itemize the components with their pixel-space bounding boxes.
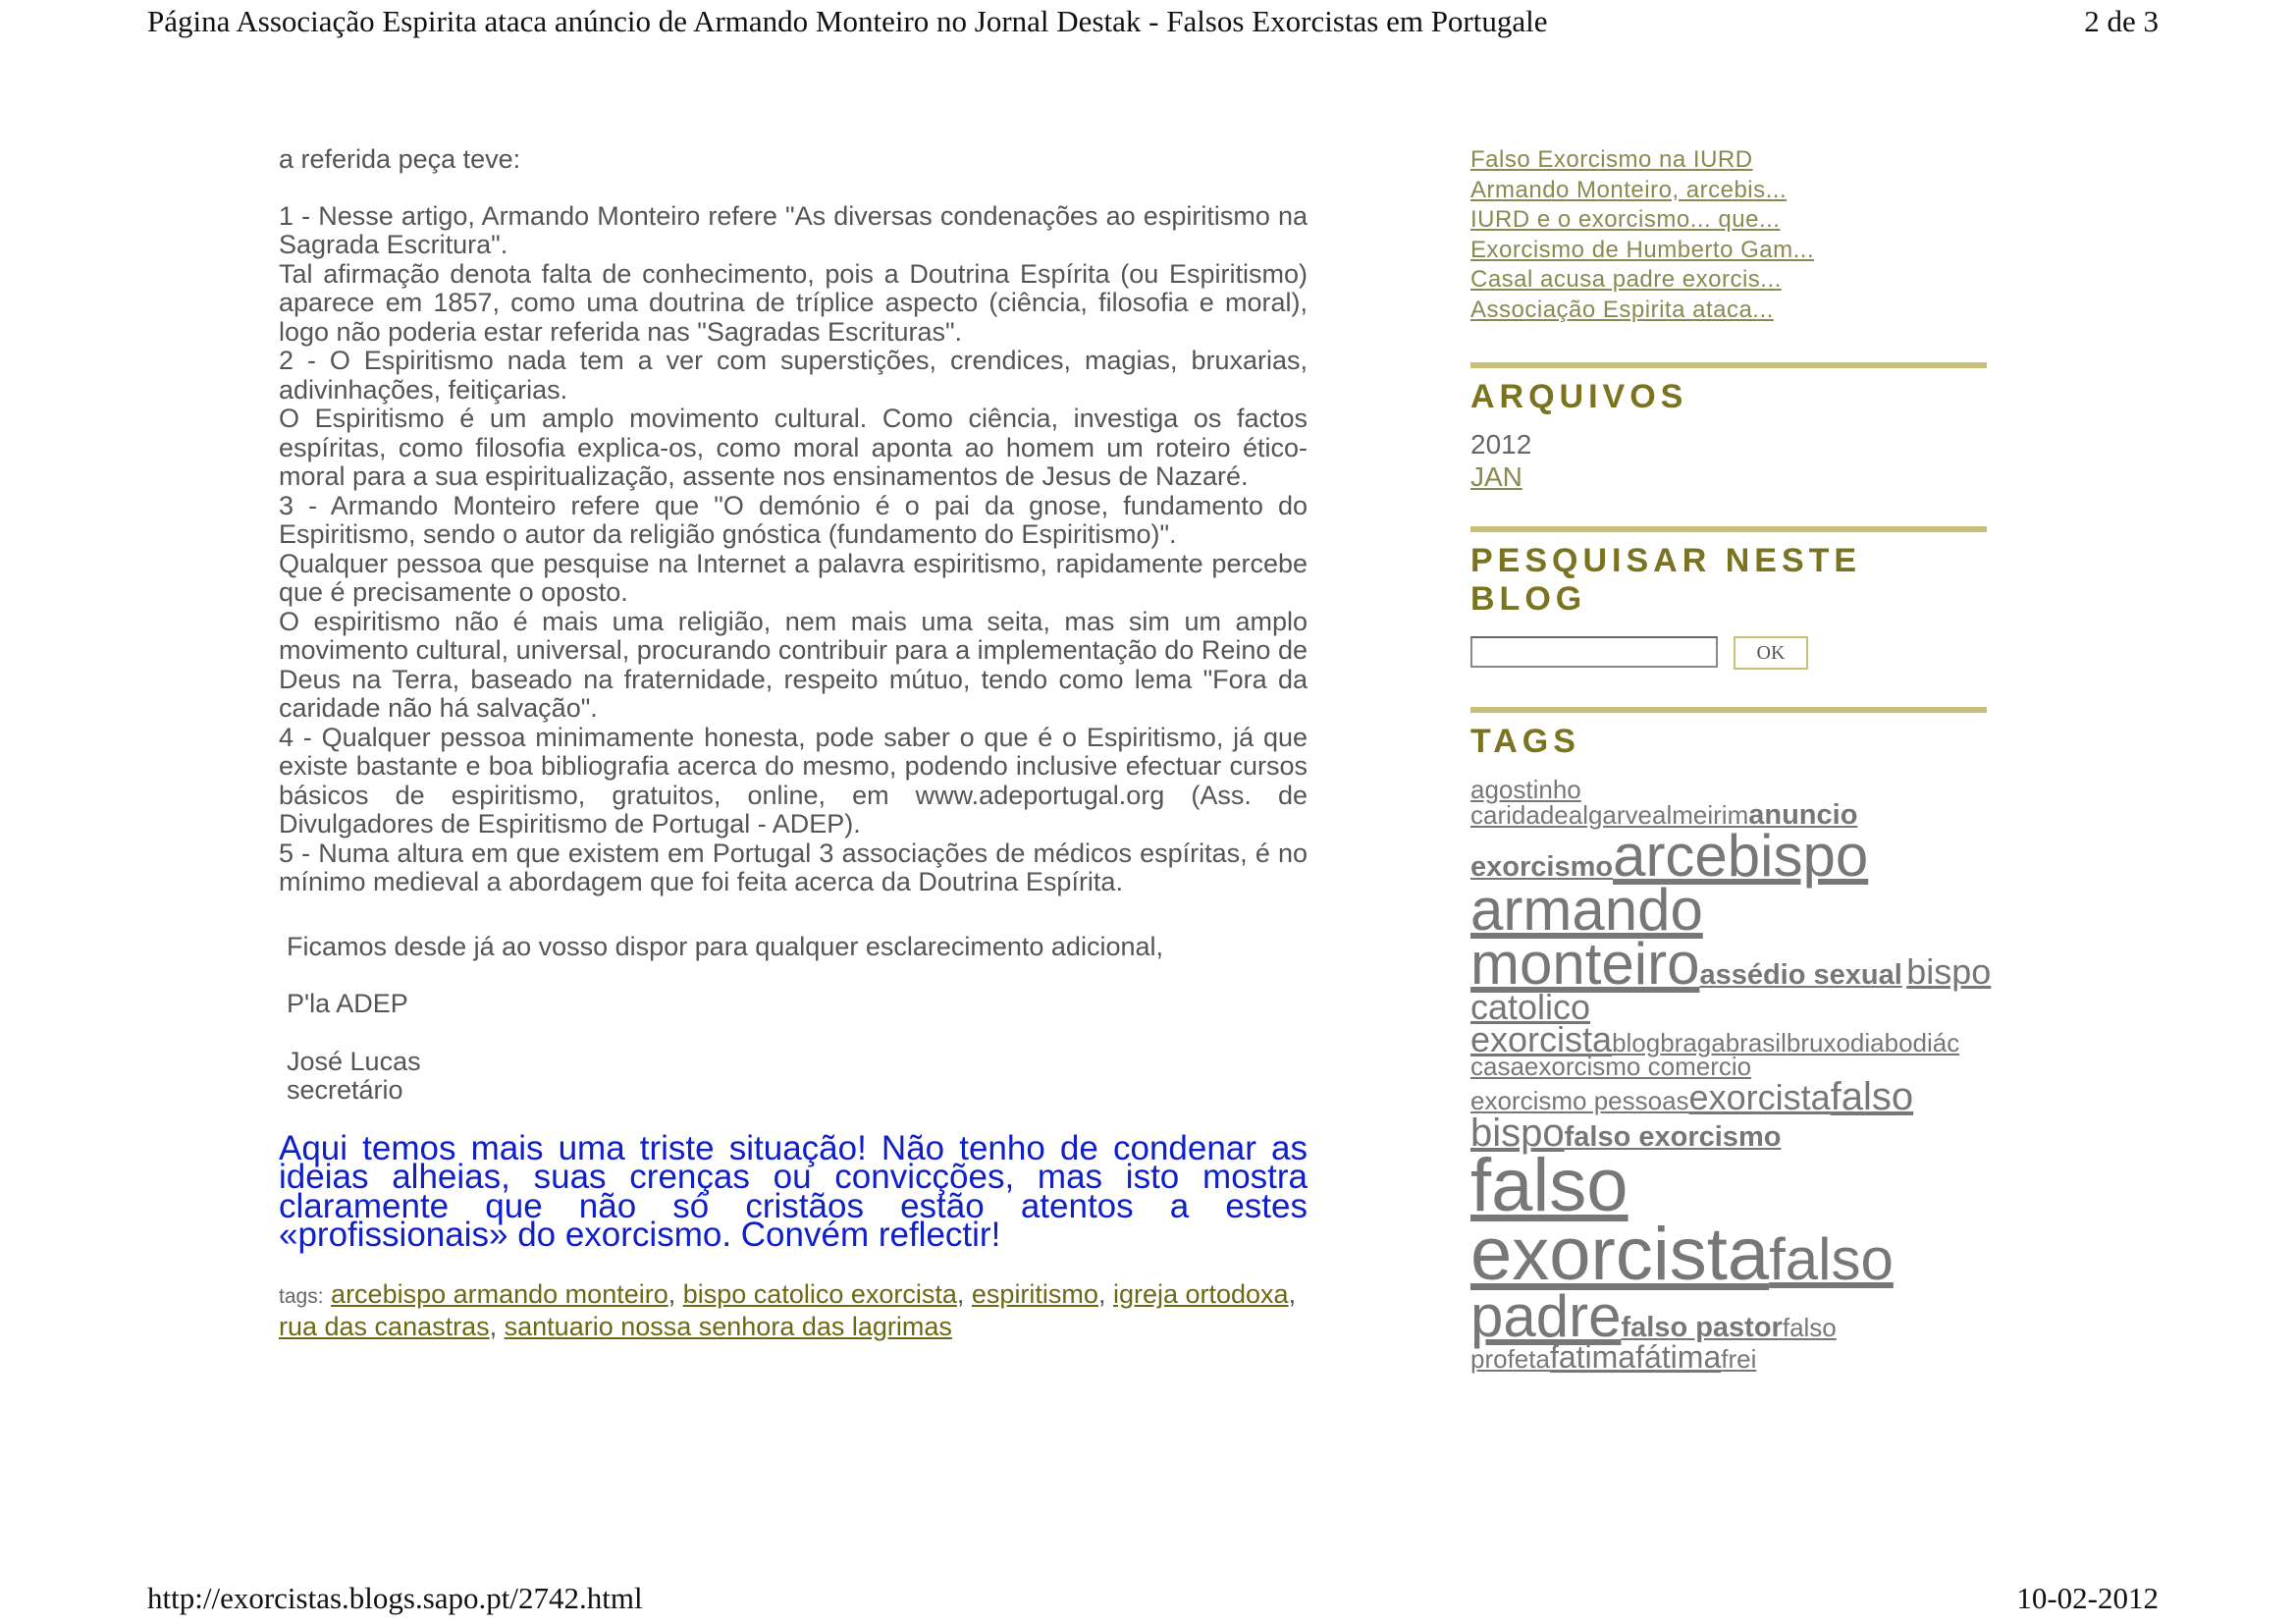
article-paragraph: Tal afirmação denota falta de conhecimento, pois a Doutrina Espírita (ou Espiritismo) aparece em 1857, como uma doutrina de tríplice aspecto (ciência, filosofia e moral), logo não poderia estar referida nas "Sagradas Escrituras". [279,258,1308,347]
cloud-tag[interactable]: exorcista [1688,1077,1831,1118]
tag-link[interactable]: rua das canastras [279,1311,490,1341]
post-tags: tags: arcebispo armando monteiro, bispo catolico exorcista, espiritismo, igreja ortodoxa, rua das canastras, santuario nossa senhora das lagrimas [279,1278,1297,1341]
article-paragraph: 5 - Numa altura em que existem em Portugal 3 associações de médicos espíritas, é no mínimo medieval a abordagem que foi feita acerca da Doutrina Espírita. [279,838,1308,896]
archives-list [1470,428,1987,493]
recent-posts [1470,145,1987,325]
recent-post-link[interactable]: Casal acusa padre exorcis... [1470,266,1782,293]
signature-name: José Lucas [287,1046,421,1076]
article-paragraph: 1 - Nesse artigo, Armando Monteiro refere "As diversas condenações ao espiritismo na Sagrada Escritura". [279,200,1308,259]
cloud-tag[interactable]: assédio sexual [1699,958,1902,991]
cloud-tag[interactable]: arcebispo armando monteiro [1470,822,1869,997]
recent-post-link[interactable]: Associação Espirita ataca... [1470,296,1774,323]
tag-link[interactable]: santuario nossa senhora das lagrimas [504,1311,952,1341]
archive-month-link[interactable]: JAN [1470,461,1522,492]
archives-title: ARQUIVOS [1470,378,1688,415]
article-paragraph: 4 - Qualquer pessoa minimamente honesta, pode saber o que é o Espiritismo, já que existe bastante e boa bibliografia acerca do mesmo, podendo inclusive efectuar cursos básicos de espiritismo, gratuitos, online, em www.adeportugal.org (Ass. de Divulgadores de Espiritismo de Portugal - ADEP). [279,722,1308,839]
letter-closing [279,933,1308,1106]
article-paragraph: Qualquer pessoa que pesquise na Internet a palavra espiritismo, rapidamente percebe que é precisamente o oposto. [279,548,1308,607]
signature-org: P'la ADEP [287,989,408,1018]
cloud-tag[interactable]: exorcismo comercio [1523,1052,1752,1082]
cloud-tag[interactable]: falso profeta [1470,1312,1837,1374]
cloud-tag[interactable]: brasil [1725,1028,1787,1058]
article-intro: a referida peça teve: [279,144,521,174]
recent-post-link[interactable]: Exorcismo de Humberto Gam... [1470,236,1815,263]
tag-link[interactable]: igreja ortodoxa [1112,1278,1289,1309]
recent-post-link[interactable]: Falso Exorcismo na IURD [1470,146,1753,173]
page-number: 2 de 3 [2084,4,2159,38]
tag-cloud [1470,775,2020,1375]
tag-link[interactable]: arcebispo armando monteiro [331,1278,668,1309]
cloud-tag[interactable]: falso exorcismo [1564,1121,1782,1154]
sidebar [1470,145,1992,1375]
archive-year: 2012 [1470,429,1532,460]
page-footer [147,1581,2159,1616]
article-paragraph: O Espiritismo é um amplo movimento cultural. Como ciência, investiga os factos espíritas, como filosofia explica-os, como moral aponta ao homem um roteiro ético-moral para a sua espiritualização, assente nos ensinamentos de Jesus de Nazaré. [279,404,1308,491]
search-form [1470,632,1987,670]
tag-link[interactable]: bispo catolico exorcista [682,1278,957,1309]
cloud-tag[interactable]: frei [1721,1343,1757,1374]
cloud-tag[interactable]: diabo [1849,1028,1913,1058]
cloud-tag[interactable]: falso padre [1470,1225,1894,1349]
cloud-tag[interactable]: blog [1612,1028,1661,1058]
recent-post-link[interactable]: Armando Monteiro, arcebis... [1470,176,1788,203]
cloud-tag[interactable]: caridade [1470,799,1569,830]
cloud-tag[interactable]: fatima [1549,1338,1636,1375]
cloud-tag[interactable]: falso exorcista [1470,1143,1770,1296]
cloud-tag[interactable]: braga [1660,1028,1726,1058]
author-comment: Aqui temos mais uma triste situação! Não tenho de condenar as ideias alheias, suas crenças ou convicções, mas isto mostra claramente que não só cristãos estão atentos a estes «profissionais» do exorcismo. Convém reflectir! [279,1128,1308,1254]
cloud-tag[interactable]: falso bispo [1470,1075,1914,1156]
print-date: 10-02-2012 [2016,1581,2159,1615]
search-input[interactable] [1470,636,1718,668]
article-paragraph: O espiritismo não é mais uma religião, nem mais uma seita, mas sim um amplo movimento cultural, universal, procurando contribuir para a implementação do Reino de Deus na Terra, baseado na fraternidade, respeito mútuo, tendo como lema "Fora da caridade não há salvação". [279,606,1308,723]
closing-line: Ficamos desde já ao vosso dispor para qualquer esclarecimento adicional, [287,931,1163,961]
tags-label: tags: [279,1284,324,1308]
cloud-tag[interactable]: bispo catolico exorcista [1470,950,1992,1060]
page-url: http://exorcistas.blogs.sapo.pt/2742.html [147,1581,643,1615]
cloud-tag[interactable]: fátima [1635,1338,1722,1375]
cloud-tag[interactable]: falso pastor [1621,1311,1783,1343]
search-title: PESQUISAR NESTE BLOG [1470,542,1862,618]
tag-link[interactable]: espiritismo [971,1278,1098,1309]
search-ok-button[interactable]: OK [1734,636,1808,670]
tags-title: TAGS [1470,723,1580,760]
page-title: Página Associação Espirita ataca anúncio de Armando Monteiro no Jornal Destak - Falsos Exorcistas em Portugale [147,4,1548,38]
article-body [279,145,1308,1342]
cloud-tag[interactable]: anuncio exorcismo [1470,798,1858,883]
signature-role: secretário [287,1075,403,1105]
cloud-tag[interactable]: casa [1470,1052,1524,1082]
cloud-tag[interactable]: almeirim [1652,799,1749,830]
recent-post-link[interactable]: IURD e o exorcismo... que... [1470,206,1781,233]
cloud-tag[interactable]: diác [1912,1028,1960,1058]
article-paragraph: 2 - O Espiritismo nada tem a ver com superstições, crendices, magias, bruxarias, adivinhações, feitiçarias. [279,346,1308,405]
article-paragraph: 3 - Armando Monteiro refere que "O demónio é o pai da gnose, fundamento do Espiritismo, sendo o autor da religião gnóstica (fundamento do Espiritismo)". [279,490,1308,549]
cloud-tag[interactable]: algarve [1568,799,1653,830]
cloud-tag[interactable]: exorcismo pessoas [1470,1086,1689,1116]
section-divider [1470,362,1987,368]
section-divider [1470,707,1987,713]
section-divider [1470,526,1987,532]
cloud-tag[interactable]: bruxo [1786,1028,1850,1058]
page-header [147,4,2159,39]
cloud-tag[interactable]: agostinho [1470,775,1581,804]
